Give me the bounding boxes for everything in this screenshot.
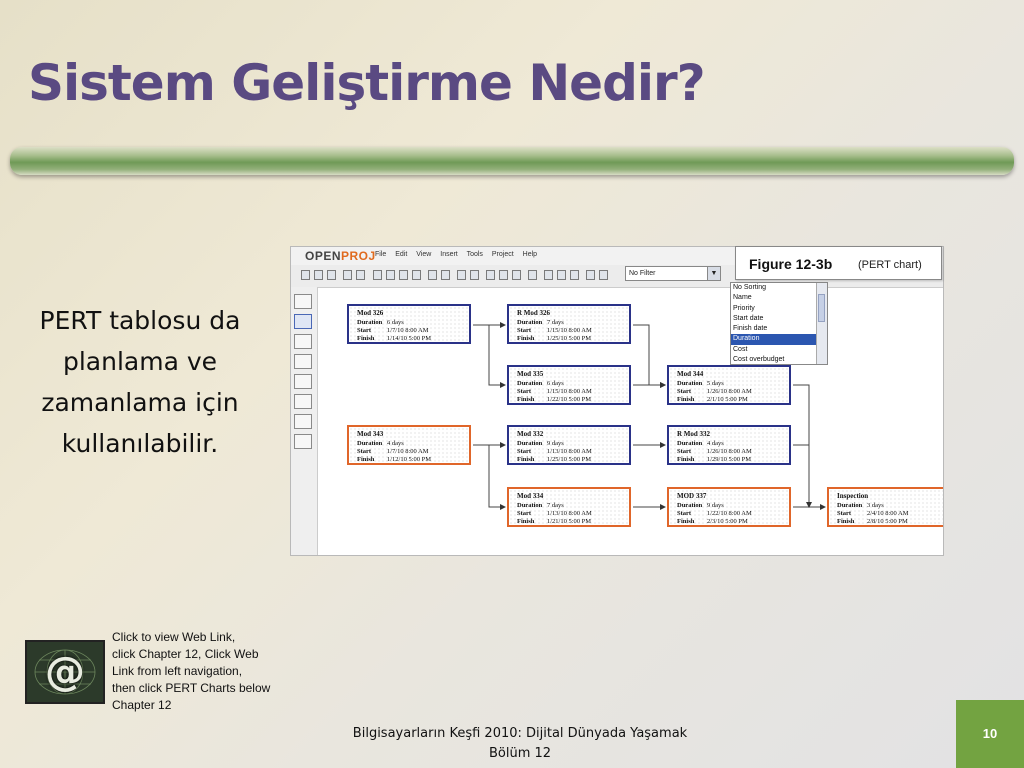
weblink-line: Link from left navigation, xyxy=(112,664,243,678)
sort-option[interactable]: Finish date xyxy=(733,325,768,333)
web-link-instructions xyxy=(112,629,294,714)
slide-footer xyxy=(330,724,710,764)
body-line: kullanılabilir. xyxy=(61,429,219,458)
menu-edit[interactable]: Edit xyxy=(395,251,408,258)
node-name: Inspection xyxy=(837,492,869,500)
openproj-logo: OPENPROJ xyxy=(305,249,376,263)
node-name: Mod 343 xyxy=(357,430,384,438)
figure-caption xyxy=(735,246,942,280)
menu-tools[interactable]: Tools xyxy=(466,251,483,258)
sort-option[interactable]: Cost xyxy=(733,345,748,353)
weblink-line: click Chapter 12, Click Web xyxy=(112,647,259,661)
title-underline-bar xyxy=(10,147,1014,175)
sort-option[interactable]: Cost overbudget xyxy=(733,356,785,364)
figure-description: (PERT chart) xyxy=(858,259,922,271)
sort-option[interactable]: Start date xyxy=(733,314,764,322)
node-name: Mod 332 xyxy=(517,430,544,438)
body-line: zamanlama için xyxy=(41,388,239,417)
menu-insert[interactable]: Insert xyxy=(440,251,458,258)
body-line: planlama ve xyxy=(62,347,218,376)
connector-rmod326-mod344 xyxy=(633,325,665,385)
menu-file[interactable]: File xyxy=(375,251,387,258)
node-name: R Mod 332 xyxy=(677,430,711,438)
web-link-icon[interactable] xyxy=(25,640,105,704)
node-name: R Mod 326 xyxy=(517,309,551,317)
weblink-line: then click PERT Charts below xyxy=(112,681,271,695)
pert-node-rmod332[interactable]: R Mod 332 Duration 4 days Start 1/26/10 8:00 AM Finish 1/29/10 5:00 PM xyxy=(667,425,791,465)
node-name: Mod 335 xyxy=(517,370,544,378)
menu-project[interactable]: Project xyxy=(491,251,514,258)
body-line: PERT tablosu da xyxy=(39,306,241,335)
pert-node-mod335[interactable]: Mod 335 Duration 6 days Start 1/15/10 8:00 AM Finish 1/22/10 5:00 PM xyxy=(507,365,631,405)
slide-title: Sistem Geliştirme Nedir? xyxy=(28,54,705,112)
sort-option[interactable]: Name xyxy=(733,294,752,302)
pert-node-mod334[interactable]: Mod 334 Duration 7 days Start 1/13/10 8:00 AM Finish 1/21/10 5:00 PM xyxy=(507,487,631,527)
openproj-screenshot xyxy=(290,246,944,556)
figure-label: Figure 12-3b xyxy=(749,256,833,272)
weblink-line: Click to view Web Link, xyxy=(112,630,236,644)
pert-node-inspection[interactable]: Inspection Duration 3 days Start 2/4/10 8:00 AM Finish 2/8/10 5:00 PM xyxy=(827,487,944,527)
node-name: Mod 334 xyxy=(517,492,544,500)
menu-view[interactable]: View xyxy=(416,251,432,258)
sort-list-scrollbar[interactable] xyxy=(816,283,827,364)
pert-node-mod343[interactable]: Mod 343 Duration 4 days Start 1/7/10 8:00 AM Finish 1/12/10 5:00 PM xyxy=(347,425,471,465)
node-name: Mod 344 xyxy=(677,370,704,378)
sort-option-selected[interactable]: Duration xyxy=(731,334,827,344)
pert-node-mod344[interactable]: Mod 344 Duration 5 days Start 1/26/10 8:00 AM Finish 2/1/10 5:00 PM xyxy=(667,365,791,405)
pert-node-mod337[interactable]: MOD 337 Duration 9 days Start 1/22/10 8:00 AM Finish 2/3/10 5:00 PM xyxy=(667,487,791,527)
pert-node-rmod326[interactable]: R Mod 326 Duration 7 days Start 1/15/10 8:00 AM Finish 1/25/10 5:00 PM xyxy=(507,304,631,344)
pert-node-mod326[interactable]: Mod 326 Duration 6 days Start 1/7/10 8:00 AM Finish 1/14/10 5:00 PM xyxy=(347,304,471,344)
chevron-down-icon[interactable]: ▼ xyxy=(707,267,720,280)
sort-option[interactable]: Priority xyxy=(733,304,755,312)
weblink-line: Chapter 12 xyxy=(112,698,172,712)
scrollbar-thumb[interactable] xyxy=(818,294,825,322)
connector-mod326-mod335 xyxy=(489,325,505,385)
node-name: MOD 337 xyxy=(677,492,707,500)
sort-dropdown-list[interactable] xyxy=(730,282,828,365)
pert-node-mod332[interactable]: Mod 332 Duration 9 days Start 1/13/10 8:00 AM Finish 1/25/10 5:00 PM xyxy=(507,425,631,465)
sort-option[interactable]: No Sorting xyxy=(733,284,767,291)
connector-mod344-inspection xyxy=(793,385,809,507)
at-sign: @ xyxy=(45,649,85,695)
menu-help[interactable]: Help xyxy=(522,251,538,258)
connector-mod343-mod334 xyxy=(489,445,505,507)
page-number: 10 xyxy=(956,700,1024,768)
footer-line: Bilgisayarların Keşfi 2010: Dijital Dünyada Yaşamak xyxy=(352,726,688,741)
filter-value: No Filter xyxy=(629,270,656,277)
node-name: Mod 326 xyxy=(357,309,384,317)
footer-line: Bölüm 12 xyxy=(488,746,552,761)
slide-body-text xyxy=(26,300,254,464)
